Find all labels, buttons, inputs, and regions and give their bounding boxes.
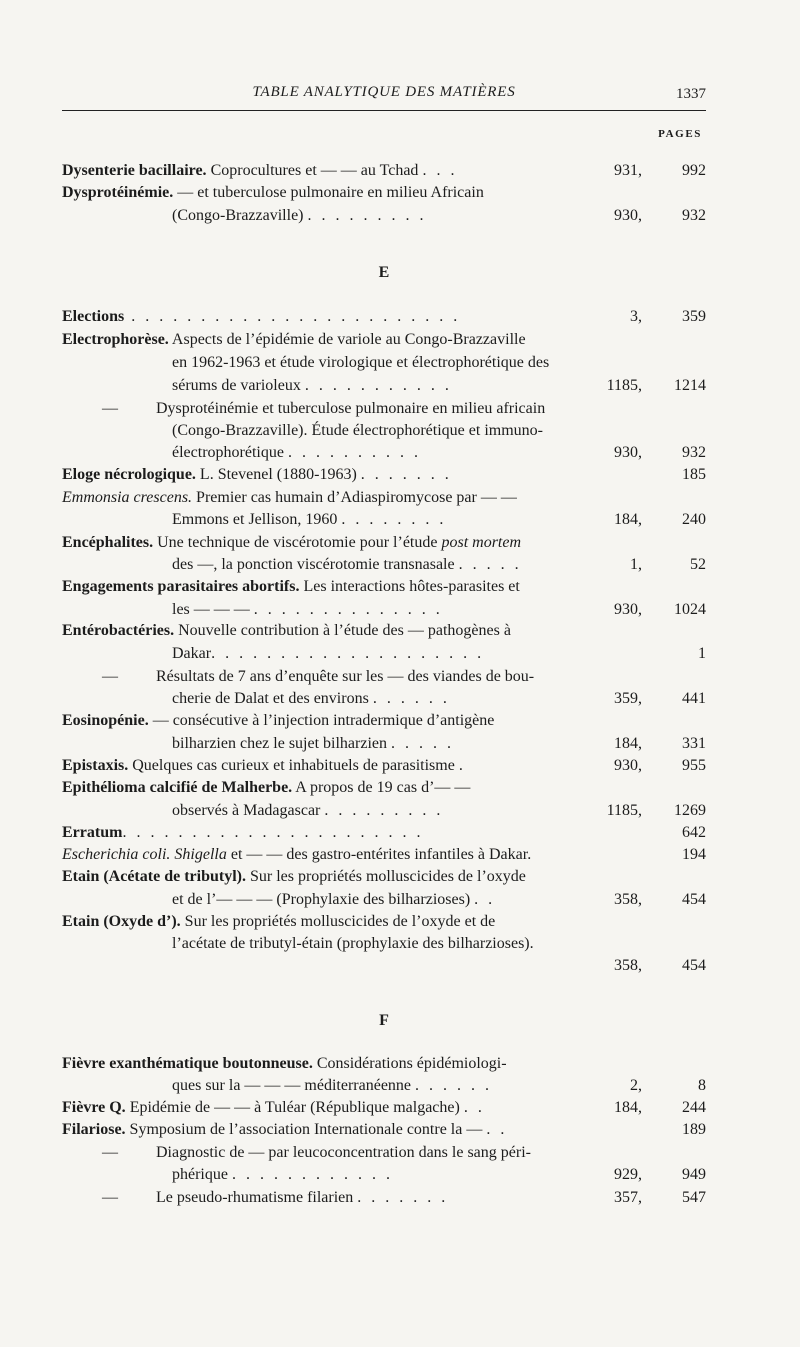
index-entry-continuation: cherie de Dalat et des environs . . . . . . 359, 441 bbox=[172, 690, 706, 707]
index-entry: Fièvre exanthématique boutonneuse. Considérations épidémiologi- bbox=[62, 1055, 507, 1072]
index-entry: Fièvre Q. Epidémie de — — à Tuléar (République malgache) . . 184, 244 bbox=[62, 1099, 706, 1116]
index-entry: Eloge nécrologique. L. Stevenel (1880-1963) . . . . . . . 185 bbox=[62, 466, 706, 483]
index-entry-continuation: phérique . . . . . . . . . . . . 929, 949 bbox=[172, 1166, 706, 1183]
index-entry-continuation: bilharzien chez le sujet bilharzien . . . . . 184, 331 bbox=[172, 735, 706, 752]
index-subentry: — Dysprotéinémie et tuberculose pulmonaire en milieu africain bbox=[102, 400, 546, 417]
pages-column-label: PAGES bbox=[658, 128, 702, 140]
index-entry: Emmonsia crescens. Premier cas humain d’Adiaspiromycose par — — bbox=[62, 489, 517, 506]
index-subentry: — Résultats de 7 ans d’enquête sur les — des viandes de bou- bbox=[102, 668, 535, 685]
index-subentry: — Diagnostic de — par leucoconcentration dans le sang péri- bbox=[102, 1144, 531, 1161]
index-entry: Elections . . . . . . . . . . . . . . . . . . . . . . . . 3, 359 bbox=[62, 308, 706, 325]
index-entry: Encéphalites. Une technique de viscérotomie pour l’étude post mortem bbox=[62, 534, 522, 551]
index-entry: Filariose. Symposium de l’association Internationale contre la — . . 189 bbox=[62, 1121, 706, 1138]
index-entry-continuation: Dakar. . . . . . . . . . . . . . . . . . . . 1 bbox=[172, 645, 706, 662]
index-entry: Dysenterie bacillaire. Coprocultures et — — au Tchad . . . 931, 992 bbox=[62, 162, 706, 179]
index-entry-continuation: (Congo-Brazzaville). Étude électrophorétique et immuno- bbox=[172, 422, 543, 439]
index-entry: Epistaxis. Quelques cas curieux et inhabituels de parasitisme . 930, 955 bbox=[62, 757, 706, 774]
index-entry-continuation: l’acétate de tributyl-étain (prophylaxie des bilharzioses). bbox=[172, 935, 534, 952]
index-entry-continuation: ques sur la — — — méditerranéenne . . . . . . 2, 8 bbox=[172, 1077, 706, 1094]
index-subentry: — Le pseudo-rhumatisme filarien . . . . . . . 357, 547 bbox=[102, 1189, 706, 1206]
page-number: 1337 bbox=[676, 86, 706, 102]
index-entry: Etain (Oxyde d’). Sur les propriétés molluscicides de l’oxyde et de bbox=[62, 913, 496, 930]
index-entry: Electrophorèse. Aspects de l’épidémie de variole au Congo-Brazzaville bbox=[62, 331, 526, 348]
section-letter-f: F bbox=[379, 1012, 389, 1029]
index-entry-continuation: 358, 454 bbox=[614, 957, 706, 974]
index-entry: Entérobactéries. Nouvelle contribution à l’étude des — pathogènes à bbox=[62, 622, 511, 639]
index-entry: Erratum. . . . . . . . . . . . . . . . . . . . . . 642 bbox=[62, 824, 706, 841]
index-entry: Epithélioma calcifié de Malherbe. A propos de 19 cas d’— — bbox=[62, 779, 471, 796]
index-entry-continuation: Emmons et Jellison, 1960 . . . . . . . . 184, 240 bbox=[172, 511, 706, 528]
index-entry-continuation: (Congo-Brazzaville) . . . . . . . . . 930, 932 bbox=[172, 207, 706, 224]
index-entry: Engagements parasitaires abortifs. Les interactions hôtes-parasites et bbox=[62, 578, 520, 595]
index-entry-continuation: des —, la ponction viscérotomie transnasale . . . . . 1, 52 bbox=[172, 556, 706, 573]
index-entry-continuation: en 1962-1963 et étude virologique et électrophorétique des bbox=[172, 354, 550, 371]
index-entry-continuation: observés à Madagascar . . . . . . . . . 1185, 1269 bbox=[172, 802, 706, 819]
index-content bbox=[62, 0, 706, 1347]
index-entry: Eosinopénie. — consécutive à l’injection intradermique d’antigène bbox=[62, 712, 495, 729]
index-entry: Escherichia coli. Shigella et — — des gastro-entérites infantiles à Dakar. 194 bbox=[62, 846, 706, 863]
index-entry-continuation: électrophorétique . . . . . . . . . . 930, 932 bbox=[172, 444, 706, 461]
index-entry: Etain (Acétate de tributyl). Sur les propriétés molluscicides de l’oxyde bbox=[62, 868, 526, 885]
index-entry-continuation: et de l’— — — (Prophylaxie des bilharzioses) . . 358, 454 bbox=[172, 891, 706, 908]
section-letter-e: E bbox=[378, 264, 390, 281]
index-entry: Dysprotéinémie. — et tuberculose pulmonaire en milieu Africain bbox=[62, 184, 484, 201]
running-title: TABLE ANALYTIQUE DES MATIÈRES bbox=[252, 84, 516, 100]
index-entry-continuation: sérums de varioleux . . . . . . . . . . . 1185, 1214 bbox=[172, 377, 706, 394]
index-entry-continuation: les — — — . . . . . . . . . . . . . . 930, 1024 bbox=[172, 601, 706, 618]
